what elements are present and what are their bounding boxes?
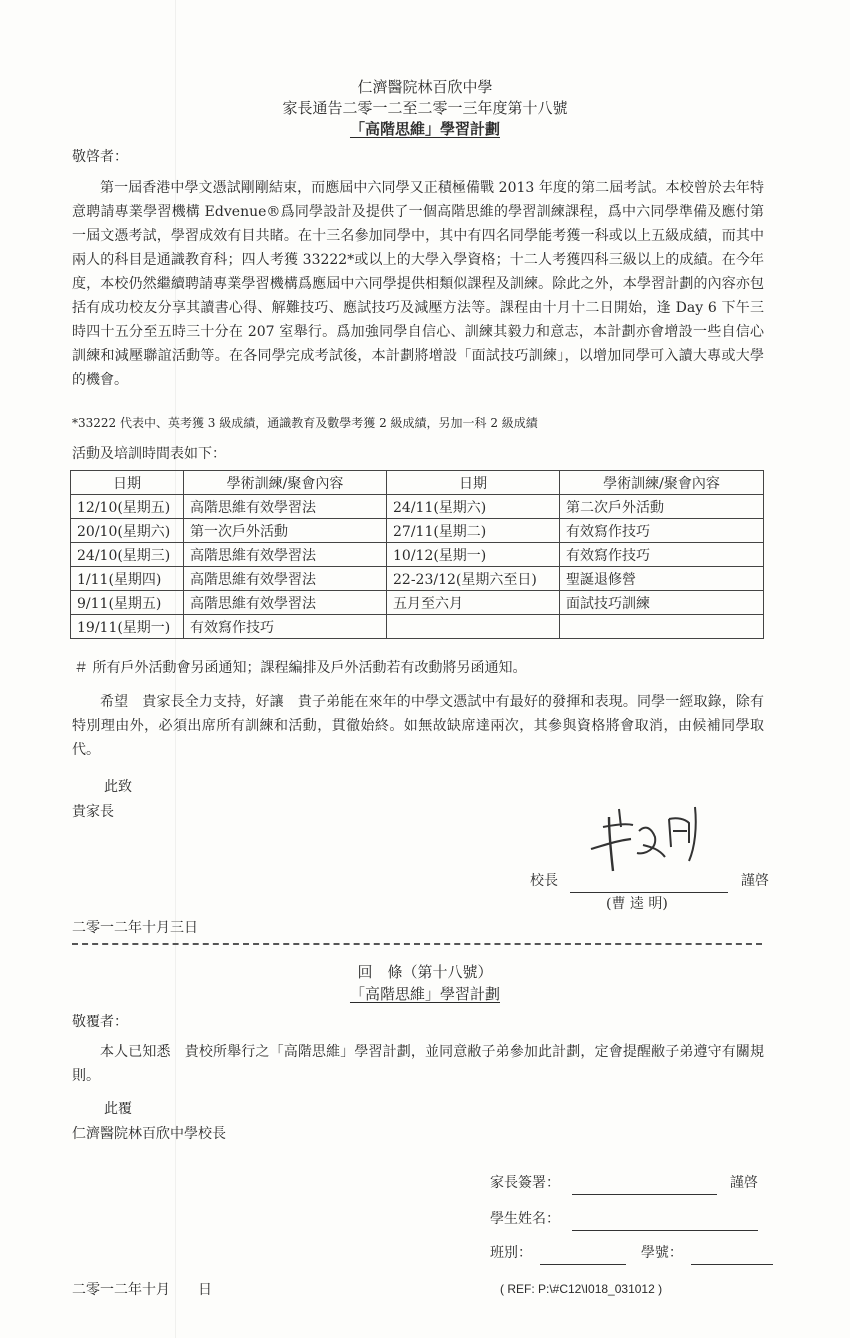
table-cell: 聖誕退修營	[560, 567, 764, 591]
reply-program-wrap	[0, 984, 850, 1004]
principal-sign-line	[570, 868, 728, 893]
schedule-table	[70, 470, 764, 639]
greeting: 敬啓者：	[72, 149, 128, 165]
table-cell: 24/11(星期六)	[387, 495, 560, 519]
table-cell	[560, 615, 764, 639]
table-cell: 高階思維有效學習法	[184, 567, 387, 591]
table-cell: 高階思維有效學習法	[184, 495, 387, 519]
col-header-date-1: 日期	[71, 471, 184, 495]
table-row	[71, 519, 764, 543]
col-header-date-2: 日期	[387, 471, 560, 495]
table-cell: 9/11(星期五)	[71, 591, 184, 615]
table-row	[71, 591, 764, 615]
table-cell: 24/10(星期三)	[71, 543, 184, 567]
footnote: *33222 代表中、英考獲 3 級成績，通識教育及數學考獲 2 級成績，另加一科 2 級成績	[72, 416, 538, 430]
class-label: 班別：	[490, 1245, 532, 1261]
reply-title: 回 條（第十八號）	[357, 963, 493, 981]
school-name: 仁濟醫院林百欣中學	[357, 78, 493, 96]
table-cell: 高階思維有效學習法	[184, 543, 387, 567]
table-cell: 22-23/12(星期六至日)	[387, 567, 560, 591]
reply-program-title: 「高階思維」學習計劃	[349, 985, 500, 1003]
student-name-label: 學生姓名：	[490, 1211, 560, 1227]
principal-name: (曹 逵 明)	[606, 896, 668, 912]
parent-sign-field[interactable]	[572, 1170, 717, 1195]
reply-body: 本人已知悉 貴校所舉行之「高階思維」學習計劃，並同意敝子弟參加此計劃，定會提醒敝子弟遵守有關規則。	[72, 1044, 764, 1084]
table-cell: 五月至六月	[387, 591, 560, 615]
closing-paragraph: 希望 貴家長全力支持，好讓 貴子弟能在來年的中學文憑試中有最好的發揮和表現。同學一經取錄，除有特別理由外，必須出席所有訓練和活動，貫徹始終。如無故缺席達兩次，其參與資格將會取消，由候補同學取代。	[72, 694, 764, 758]
table-cell: 12/10(星期五)	[71, 495, 184, 519]
col-header-content-2: 學術訓練/聚會內容	[560, 471, 764, 495]
table-cell: 面試技巧訓練	[560, 591, 764, 615]
student-name-row	[490, 1206, 758, 1231]
table-cell: 27/11(星期二)	[387, 519, 560, 543]
reply-recipient: 仁濟醫院林百欣中學校長	[72, 1126, 226, 1142]
parent-sign-suffix: 謹啓	[729, 1175, 758, 1191]
class-field[interactable]	[540, 1240, 626, 1265]
recipient-parent: 貴家長	[72, 804, 114, 820]
principal-label: 校長	[530, 873, 558, 889]
notice-number: 家長通告二零一二至二零一三年度第十八號	[282, 99, 568, 117]
table-cell: 1/11(星期四)	[71, 567, 184, 591]
main-paragraph: 第一屆香港中學文憑試剛剛結束，而應屆中六同學又正積極備戰 2013 年度的第二屆考試。本校曾於去年特意聘請專業學習機構 Edvenue®爲同學設計及提供了一個高階思維的學習訓練課程，爲中六同學準備及應付第一屆文憑考試，學習成效有目共睹。在十三名參加同學中，其中有四名同學能考獲一科或以上五級成績，而其中兩人的科目是通識教育科；四人考獲 33222*或以上的大學入學資格；十二人考獲四科三級以上的成績。在今年度，本校仍然繼續聘請專業學習機構爲應屆中六同學提供相類似課程及訓練。除此之外，本學習計劃的內容亦包括有成功校友分享其讀書心得、解難技巧、應試技巧及減壓方法等。課程由十月十二日開始，逢 Day 6 下午三時四十五分至五時三十分在 207 室舉行。爲加強同學自信心、訓練其毅力和意志，本計劃亦會增設一些自信心訓練和減壓聯誼活動等。在各同學完成考試後，本計劃將增設「面試技巧訓練」，以增加同學可入讀大專或大學的機會。	[72, 180, 764, 388]
table-header-row	[71, 471, 764, 495]
reply-greeting: 敬覆者：	[72, 1014, 128, 1030]
schedule-note: ＃ 所有戶外活動會另函通知；課程編排及戶外活動若有改動將另函通知。	[74, 660, 527, 676]
table-cell: 10/12(星期一)	[387, 543, 560, 567]
table-row	[71, 567, 764, 591]
reference-code: ( REF: P:\#C12\I018_031012 )	[500, 1282, 663, 1296]
table-row	[71, 615, 764, 639]
col-header-content-1: 學術訓練/聚會內容	[184, 471, 387, 495]
reply-date: 二零一二年十月 日	[72, 1282, 212, 1298]
program-title: 「高階思維」學習計劃	[349, 120, 500, 138]
notice-date: 二零一二年十月三日	[72, 920, 198, 936]
table-cell: 有效寫作技巧	[184, 615, 387, 639]
table-cell	[387, 615, 560, 639]
table-row	[71, 495, 764, 519]
tear-off-line	[72, 943, 762, 945]
parent-sign-row	[490, 1170, 758, 1195]
table-cell: 20/10(星期六)	[71, 519, 184, 543]
reply-closing: 此覆	[104, 1101, 132, 1117]
schedule-intro: 活動及培訓時間表如下：	[72, 446, 226, 462]
closing-salutation: 此致	[104, 779, 132, 795]
table-row	[71, 543, 764, 567]
number-label: 學號：	[640, 1245, 683, 1261]
table-cell: 高階思維有效學習法	[184, 591, 387, 615]
parent-sign-label: 家長簽署：	[490, 1175, 560, 1191]
student-name-field[interactable]	[572, 1206, 758, 1231]
program-title-wrap	[0, 119, 850, 139]
table-cell: 有效寫作技巧	[560, 519, 764, 543]
principal-suffix: 謹啓	[740, 873, 769, 889]
principal-signature	[585, 797, 715, 877]
table-cell: 第一次戶外活動	[184, 519, 387, 543]
table-cell: 第二次戶外活動	[560, 495, 764, 519]
principal-sign-row	[530, 868, 769, 893]
number-field[interactable]	[691, 1240, 773, 1265]
table-cell: 19/11(星期一)	[71, 615, 184, 639]
class-number-row	[490, 1240, 773, 1265]
table-cell: 有效寫作技巧	[560, 543, 764, 567]
